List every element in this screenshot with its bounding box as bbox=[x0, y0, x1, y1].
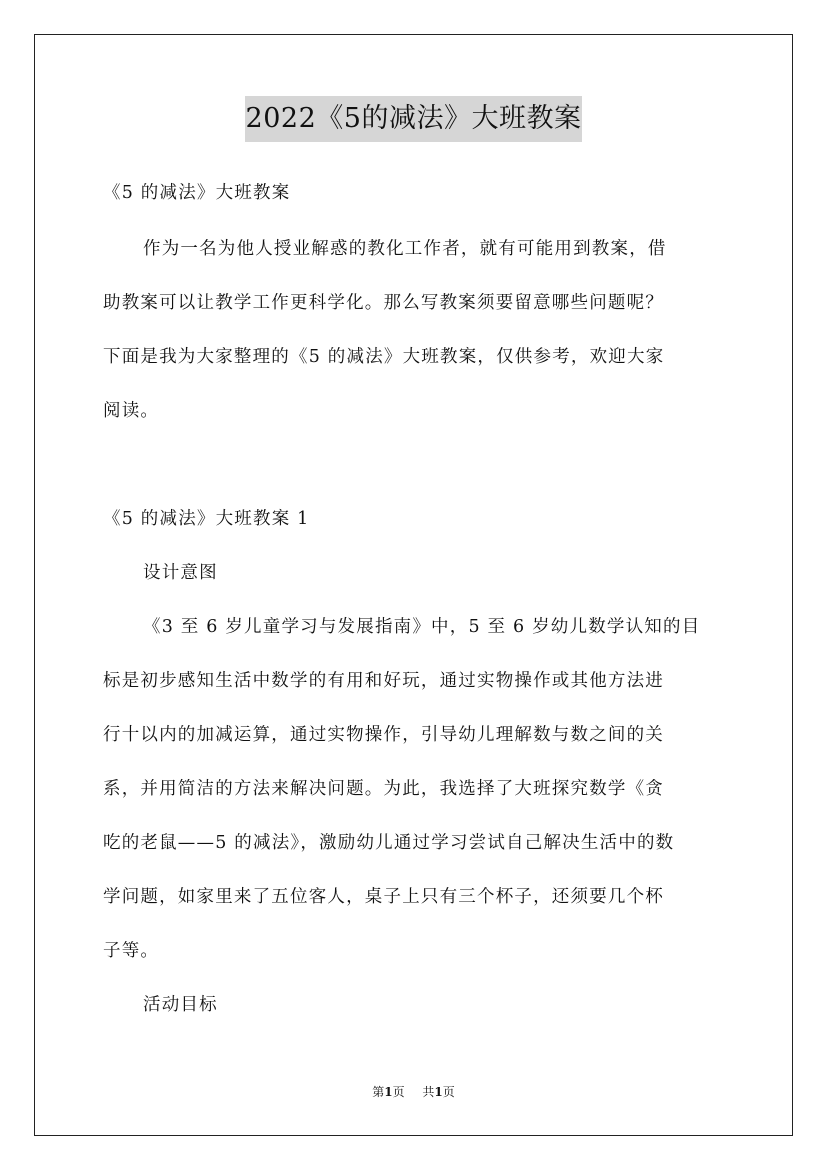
intro-line-1: 作为一名为他人授业解惑的教化工作者，就有可能用到教案，借 bbox=[143, 239, 667, 259]
footer-total-suffix: 页 bbox=[442, 1085, 455, 1099]
document-subtitle: 《5 的减法》大班教案 bbox=[103, 183, 291, 203]
design-line-2: 标是初步感知生活中数学的有用和好玩，通过实物操作或其他方法进 bbox=[103, 671, 664, 691]
intro-line-4: 阅读。 bbox=[103, 401, 160, 421]
footer-page-number: 1 bbox=[384, 1085, 393, 1099]
design-line-3: 行十以内的加减运算，通过实物操作，引导幼儿理解数与数之间的关 bbox=[103, 725, 664, 745]
goal-heading: 活动目标 bbox=[143, 995, 218, 1015]
design-heading: 设计意图 bbox=[143, 563, 218, 583]
design-line-1: 《3 至 6 岁儿童学习与发展指南》中，5 至 6 岁幼儿数学认知的目 bbox=[143, 617, 701, 637]
design-line-5: 吃的老鼠——5 的减法》，激励幼儿通过学习尝试自己解决生活中的数 bbox=[103, 833, 675, 853]
title-container bbox=[0, 96, 827, 142]
intro-line-2: 助教案可以让教学工作更科学化。那么写教案须要留意哪些问题呢？ bbox=[103, 293, 664, 313]
intro-line-3: 下面是我为大家整理的《5 的减法》大班教案，仅供参考，欢迎大家 bbox=[103, 347, 665, 367]
footer-total-prefix: 共 bbox=[422, 1085, 435, 1099]
design-line-6: 学问题，如家里来了五位客人，桌子上只有三个杯子，还须要几个杯 bbox=[103, 887, 664, 907]
design-line-7: 子等。 bbox=[103, 941, 160, 961]
page-footer bbox=[0, 1083, 827, 1101]
footer-page-mid: 页 bbox=[392, 1085, 405, 1099]
section-title: 《5 的减法》大班教案 1 bbox=[103, 509, 310, 529]
design-line-4: 系，并用简洁的方法来解决问题。为此，我选择了大班探究数学《贪 bbox=[103, 779, 664, 799]
footer-page-prefix: 第 bbox=[372, 1085, 385, 1099]
document-title: 2022《5的减法》大班教案 bbox=[245, 96, 583, 142]
footer-total-pages: 1 bbox=[434, 1085, 443, 1099]
